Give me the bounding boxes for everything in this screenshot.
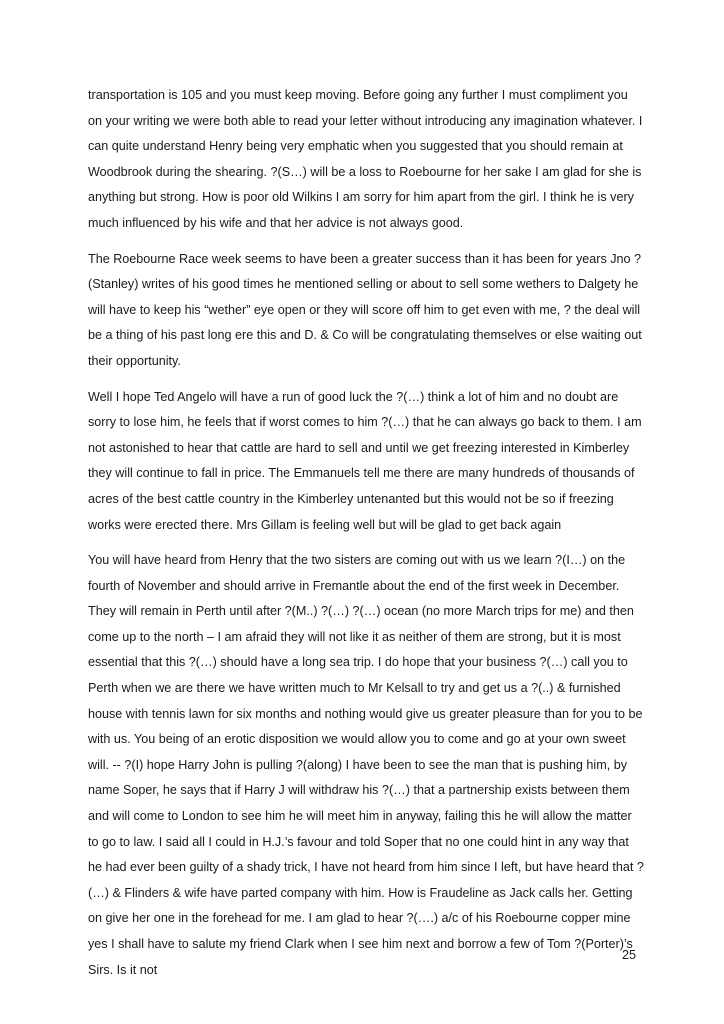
paragraph-2: The Roebourne Race week seems to have been a greater success than it has been for years Jno ? (Stanley) writes of his good times he mentioned selling or about to sell some wethers to Dalgety he will have to keep his “wether” eye open or they will score off him to get even with me, ? the deal will be a thing of his past long ere this and D. & Co will be congratulating themselves or else waiting out their opportunity. (88, 251, 642, 368)
letter-body (88, 83, 644, 993)
paragraph-3: Well I hope Ted Angelo will have a run of good luck the ?(…) think a lot of him and no doubt are sorry to lose him, he feels that if worst comes to him ?(…) that he can always go back to them. I am not astonished to hear that cattle are hard to sell and until we get freezing interested in Kimberley they will continue to fall in price. The Emmanuels tell me there are many hundreds of thousands of acres of the best cattle country in the Kimberley untenanted but this would not be so if freezing works were erected there. Mrs Gillam is feeling well but will be glad to get back again (88, 389, 642, 532)
paragraph-4: You will have heard from Henry that the two sisters are coming out with us we learn ?(I…) on the fourth of November and should arrive in Fremantle about the end of the first week in December. They will remain in Perth until after ?(M..) ?(…) ?(…) ocean (no more March trips for me) and then come up to the north – I am afraid they will not like it as neither of them are strong, but it is most essential that this ?(…) should have a long sea trip. I do hope that your business ?(…) call you to Perth when we are there we have written much to Mr Kelsall to try and get us a ?(..) & furnished house with tennis lawn for six months and nothing would give us greater pleasure than for you to be with us. You being of an erotic disposition we would allow you to come and go at your own sweet will. -- ?(I) hope Harry John is pulling ?(along) I have been to see the man that is pushing him, by name Soper, he says that if Harry J will withdraw his ?(…) that a partnership exists between them and will come to London to see him he will meet him in anyway, failing this he will allow the matter to go to law. I said all I could in H.J.’s favour and told Soper that no one could hint in any way that he had ever been guilty of a shady trick, I have not heard from him since I left, but have heard that ?(…) & Flinders & wife have parted company with him. How is Fraudeline as Jack calls her. Getting on give her one in the forehead for me. I am glad to hear ?(….) a/c of his Roebourne copper mine yes I shall have to salute my friend Clark when I see him next and borrow a few of Tom ?(Porter)’s Sirs. Is it not (88, 553, 644, 977)
page-number: 25 (622, 948, 637, 962)
paragraph-1: transportation is 105 and you must keep moving. Before going any further I must compliment you on your writing we were both able to read your letter without introducing any imagination whatever. I can quite understand Henry being very emphatic when you suggested that you should remain at Woodbrook during the shearing. ?(S…) will be a loss to Roebourne for her sake I am glad for she is anything but strong. How is poor old Wilkins I am sorry for him apart from the girl. I think he is very much influenced by his wife and that her advice is not always good. (88, 88, 643, 230)
